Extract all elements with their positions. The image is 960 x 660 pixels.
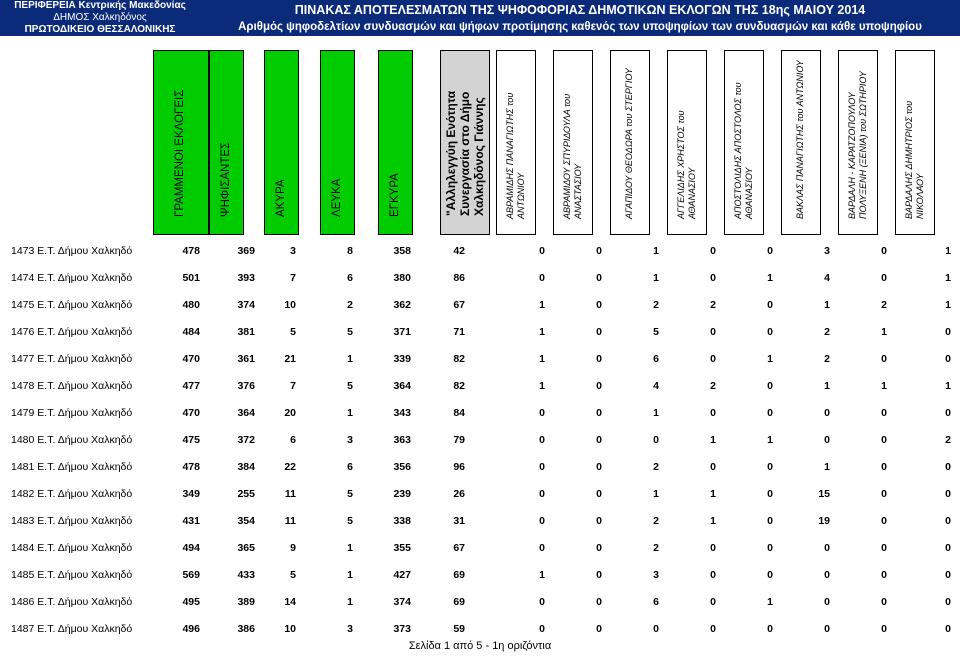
- valid-value: 338: [393, 515, 411, 527]
- candidate-6-value: 15: [818, 488, 830, 500]
- blank-value: 6: [347, 461, 353, 473]
- candidate-3-label-1: ΑΓΑΠΙΔΟΥ ΘΕΟΔΩΡΑ του ΣΤΕΡΓΙΟΥ: [624, 68, 634, 219]
- voted-value: 255: [237, 488, 255, 500]
- registered-value: 480: [182, 299, 200, 311]
- party-value: 82: [453, 353, 465, 365]
- station-name: 1476 Ε.Τ. Δήμου Χαλκηδό: [11, 326, 133, 338]
- candidate-2-value: 0: [596, 245, 602, 257]
- candidate-7-value: 0: [881, 245, 887, 257]
- valid-value: 358: [393, 245, 411, 257]
- blank-value: 1: [347, 353, 353, 365]
- col-candidate-7: [838, 50, 878, 235]
- blank-value: 3: [347, 623, 353, 635]
- candidate-6-value: 0: [824, 596, 830, 608]
- candidate-8-value: 2: [945, 434, 951, 446]
- candidate-2-value: 0: [596, 326, 602, 338]
- col-blank-label: ΛΕΥΚΑ: [330, 178, 343, 217]
- valid-value: 374: [393, 596, 411, 608]
- col-candidate-8: [895, 50, 935, 235]
- candidate-5-value: 0: [767, 245, 773, 257]
- table-row: [0, 319, 960, 346]
- blank-value: 5: [347, 380, 353, 392]
- voted-value: 372: [237, 434, 255, 446]
- registered-value: 477: [182, 380, 200, 392]
- candidate-8-value: 0: [945, 461, 951, 473]
- court-label: ΠΡΩΤΟΔΙΚΕΙΟ ΘΕΣΣΑΛΟΝΙΚΗΣ: [24, 24, 176, 35]
- valid-value: 363: [393, 434, 411, 446]
- valid-value: 427: [393, 569, 411, 581]
- candidate-4-value: 2: [710, 380, 716, 392]
- candidate-2-value: 0: [596, 461, 602, 473]
- candidate-2-value: 0: [596, 623, 602, 635]
- candidate-6-value: 0: [824, 623, 830, 635]
- candidate-7-value: 0: [881, 515, 887, 527]
- candidate-4-value: 0: [710, 353, 716, 365]
- invalid-value: 10: [284, 299, 296, 311]
- candidate-5-value: 0: [767, 461, 773, 473]
- candidate-3-value: 5: [653, 326, 659, 338]
- candidate-7-value: 1: [881, 380, 887, 392]
- candidate-1-value: 0: [539, 488, 545, 500]
- candidate-3-value: 0: [653, 434, 659, 446]
- candidate-3-value: 1: [653, 245, 659, 257]
- col-registered-label: ΓΡΑΜΜΕΝΟΙ ΕΚΛΟΓΕΙΣ: [174, 89, 186, 217]
- candidate-7-value: 0: [881, 434, 887, 446]
- party-value: 86: [453, 272, 465, 284]
- candidate-2-value: 0: [596, 488, 602, 500]
- candidate-7-value: 0: [881, 488, 887, 500]
- candidate-1-value: 0: [539, 542, 545, 554]
- invalid-value: 5: [290, 326, 296, 338]
- candidate-1-value: 1: [539, 569, 545, 581]
- invalid-value: 7: [290, 380, 296, 392]
- invalid-value: 20: [284, 407, 296, 419]
- col-party-label-3: Χαλκηδόνος Γιάννης: [472, 97, 486, 216]
- candidate-3-value: 4: [653, 380, 659, 392]
- table-row: [0, 616, 960, 643]
- table-row: [0, 373, 960, 400]
- candidate-2-value: 0: [596, 272, 602, 284]
- candidate-4-value: 0: [710, 569, 716, 581]
- station-name: 1477 Ε.Τ. Δήμου Χαλκηδό: [11, 353, 133, 365]
- invalid-value: 5: [290, 569, 296, 581]
- col-candidate-4: [667, 50, 707, 235]
- candidate-1-value: 0: [539, 245, 545, 257]
- candidate-3-value: 1: [653, 272, 659, 284]
- registered-value: 478: [182, 245, 200, 257]
- table-row: [0, 265, 960, 292]
- party-value: 31: [453, 515, 465, 527]
- candidate-7-value: 0: [881, 623, 887, 635]
- candidate-8-label-2: ΝΙΚΟΛΑΟΥ: [915, 173, 925, 219]
- valid-value: 380: [393, 272, 411, 284]
- candidate-4-value: 1: [710, 488, 716, 500]
- voted-value: 393: [237, 272, 255, 284]
- candidate-5-value: 1: [767, 434, 773, 446]
- voted-value: 384: [237, 461, 255, 473]
- candidate-1-value: 0: [539, 623, 545, 635]
- party-value: 42: [453, 245, 465, 257]
- station-name: 1482 Ε.Τ. Δήμου Χαλκηδό: [11, 488, 133, 500]
- candidate-3-value: 0: [653, 623, 659, 635]
- table-row: [0, 346, 960, 373]
- candidate-8-value: 1: [945, 380, 951, 392]
- candidate-5-value: 0: [767, 488, 773, 500]
- station-name: 1483 Ε.Τ. Δήμου Χαλκηδό: [11, 515, 133, 527]
- registered-value: 484: [182, 326, 200, 338]
- col-candidate-5: [724, 50, 764, 235]
- blank-value: 5: [347, 515, 353, 527]
- registered-value: 501: [182, 272, 200, 284]
- col-registered: [153, 50, 209, 235]
- party-value: 67: [453, 299, 465, 311]
- registered-value: 349: [182, 488, 200, 500]
- col-party-label-1: "Αλληλεγγύη Ενότητα: [444, 90, 458, 216]
- voted-value: 433: [237, 569, 255, 581]
- candidate-4-value: 0: [710, 245, 716, 257]
- valid-value: 362: [393, 299, 411, 311]
- col-candidate-3: [610, 50, 650, 235]
- candidate-5-value: 1: [767, 353, 773, 365]
- candidate-6-value: 1: [824, 299, 830, 311]
- candidate-1-value: 1: [539, 299, 545, 311]
- candidate-4-value: 0: [710, 461, 716, 473]
- candidate-6-value: 0: [824, 434, 830, 446]
- col-invalid-label: ΑΚΥΡΑ: [274, 179, 287, 217]
- voted-value: 361: [237, 353, 255, 365]
- candidate-5-value: 0: [767, 299, 773, 311]
- table-row: [0, 454, 960, 481]
- station-name: 1485 Ε.Τ. Δήμου Χαλκηδό: [11, 569, 133, 581]
- candidate-1-label-2: ΑΝΤΩΝΙΟΥ: [516, 172, 526, 219]
- page-title: ΠΙΝΑΚΑΣ ΑΠΟΤΕΛΕΣΜΑΤΩΝ ΤΗΣ ΨΗΦΟΦΟΡΙΑΣ ΔΗΜΟΤΙΚΩΝ ΕΚΛΟΓΩΝ ΤΗΣ 18ης ΜΑΙΟΥ 2014: [294, 3, 866, 17]
- col-party-label-2: Συνεργασία στο Δήμο: [458, 91, 472, 216]
- header-banner: [0, 0, 960, 36]
- candidate-2-value: 0: [596, 407, 602, 419]
- registered-value: 495: [182, 596, 200, 608]
- candidate-6-value: 0: [824, 407, 830, 419]
- candidate-5-value: 0: [767, 407, 773, 419]
- candidate-5-label-2: ΑΘΑΝΑΣΙΟΥ: [744, 167, 754, 219]
- col-valid: [378, 50, 413, 235]
- region-label: ΠΕΡΙΦΕΡΕΙΑ Κεντρικής Μακεδονίας: [14, 0, 186, 11]
- candidate-2-value: 0: [596, 542, 602, 554]
- candidate-4-value: 2: [710, 299, 716, 311]
- col-valid-label: ΕΓΚΥΡΑ: [388, 173, 401, 217]
- candidate-6-value: 4: [824, 272, 830, 284]
- table-row: [0, 535, 960, 562]
- candidate-4-label-1: ΑΓΓΕΛΙΔΗΣ ΧΡΗΣΤΟΣ του: [676, 110, 686, 219]
- party-value: 84: [453, 407, 465, 419]
- table-row: [0, 238, 960, 265]
- invalid-value: 22: [284, 461, 296, 473]
- candidate-2-value: 0: [596, 569, 602, 581]
- station-name: 1480 Ε.Τ. Δήμου Χαλκηδό: [11, 434, 133, 446]
- candidate-1-value: 0: [539, 596, 545, 608]
- candidate-2-value: 0: [596, 353, 602, 365]
- candidate-2-value: 0: [596, 380, 602, 392]
- valid-value: 339: [393, 353, 411, 365]
- candidate-7-value: 0: [881, 596, 887, 608]
- candidate-1-value: 1: [539, 353, 545, 365]
- valid-value: 373: [393, 623, 411, 635]
- registered-value: 478: [182, 461, 200, 473]
- table-row: [0, 589, 960, 616]
- candidate-6-value: 2: [824, 353, 830, 365]
- candidate-3-value: 3: [653, 569, 659, 581]
- candidate-8-value: 0: [945, 488, 951, 500]
- station-name: 1481 Ε.Τ. Δήμου Χαλκηδό: [11, 461, 133, 473]
- candidate-8-label-1: ΒΑΡΔΑΛΗΣ ΔΗΜΗΤΡΙΟΣ του: [904, 100, 914, 219]
- candidate-3-value: 1: [653, 407, 659, 419]
- candidate-3-value: 2: [653, 461, 659, 473]
- voted-value: 365: [237, 542, 255, 554]
- candidate-8-value: 1: [945, 299, 951, 311]
- blank-value: 5: [347, 326, 353, 338]
- candidate-8-value: 0: [945, 623, 951, 635]
- candidate-1-value: 0: [539, 461, 545, 473]
- candidate-1-label-1: ΑΒΡΑΜΙΔΗΣ ΠΑΝΑΓΙΩΤΗΣ του: [505, 92, 515, 219]
- party-value: 79: [453, 434, 465, 446]
- candidate-7-value: 0: [881, 569, 887, 581]
- candidate-6-label-1: ΒΑΚΛΑΣ ΠΑΝΑΓΙΩΤΗΣ του ΑΝΤΩΝΙΟΥ: [795, 60, 805, 219]
- candidate-6-value: 19: [818, 515, 830, 527]
- candidate-5-value: 1: [767, 272, 773, 284]
- valid-value: 364: [393, 380, 411, 392]
- candidate-7-value: 0: [881, 461, 887, 473]
- candidate-7-value: 2: [881, 299, 887, 311]
- candidate-7-value: 0: [881, 272, 887, 284]
- candidate-4-value: 0: [710, 623, 716, 635]
- candidate-4-value: 1: [710, 434, 716, 446]
- invalid-value: 9: [290, 542, 296, 554]
- blank-value: 5: [347, 488, 353, 500]
- page-subtitle: Αριθμός ψηφοδελτίων συνδυασμών και ψήφων προτίμησης καθενός των υποψηφίων των συνδυασμών και κάθε υποψηφίου: [238, 21, 922, 33]
- col-voted-label: ΨΗΦΙΣΑΝΤΕΣ: [219, 141, 232, 217]
- candidate-5-value: 0: [767, 326, 773, 338]
- blank-value: 1: [347, 596, 353, 608]
- candidate-3-value: 2: [653, 299, 659, 311]
- header-left: [0, 0, 200, 36]
- candidate-5-value: 0: [767, 380, 773, 392]
- candidate-1-value: 1: [539, 380, 545, 392]
- candidate-7-value: 0: [881, 542, 887, 554]
- registered-value: 475: [182, 434, 200, 446]
- party-value: 69: [453, 569, 465, 581]
- candidate-8-value: 0: [945, 353, 951, 365]
- station-name: 1479 Ε.Τ. Δήμου Χαλκηδό: [11, 407, 133, 419]
- candidate-2-value: 0: [596, 434, 602, 446]
- table-row: [0, 427, 960, 454]
- candidate-1-value: 1: [539, 326, 545, 338]
- registered-value: 470: [182, 353, 200, 365]
- candidate-8-value: 0: [945, 596, 951, 608]
- candidate-8-value: 0: [945, 407, 951, 419]
- candidate-8-value: 0: [945, 542, 951, 554]
- candidate-2-label-1: ΑΒΡΑΜΙΔΟΥ ΣΠΥΡΙΔΟΥΛΑ του: [562, 93, 572, 219]
- candidate-4-value: 0: [710, 596, 716, 608]
- station-name: 1484 Ε.Τ. Δήμου Χαλκηδό: [11, 542, 133, 554]
- candidate-2-value: 0: [596, 299, 602, 311]
- blank-value: 1: [347, 407, 353, 419]
- blank-value: 2: [347, 299, 353, 311]
- blank-value: 1: [347, 569, 353, 581]
- candidate-3-value: 1: [653, 488, 659, 500]
- candidate-3-value: 2: [653, 515, 659, 527]
- candidate-4-value: 0: [710, 326, 716, 338]
- candidate-8-value: 1: [945, 245, 951, 257]
- candidate-8-value: 0: [945, 515, 951, 527]
- party-value: 67: [453, 542, 465, 554]
- station-name: 1475 Ε.Τ. Δήμου Χαλκηδό: [11, 299, 133, 311]
- party-value: 26: [453, 488, 465, 500]
- candidate-6-value: 1: [824, 380, 830, 392]
- blank-value: 6: [347, 272, 353, 284]
- blank-value: 8: [347, 245, 353, 257]
- party-value: 59: [453, 623, 465, 635]
- valid-value: 239: [393, 488, 411, 500]
- blank-value: 1: [347, 542, 353, 554]
- registered-value: 431: [182, 515, 200, 527]
- voted-value: 376: [237, 380, 255, 392]
- col-invalid: [264, 50, 299, 235]
- valid-value: 356: [393, 461, 411, 473]
- candidate-4-label-2: ΑΘΑΝΑΣΙΟΥ: [687, 167, 697, 219]
- col-party: [440, 50, 490, 235]
- candidate-7-value: 0: [881, 353, 887, 365]
- table-row: [0, 292, 960, 319]
- candidate-5-label-1: ΑΠΟΣΤΟΛΙΔΗΣ ΑΠΟΣΤΟΛΟΣ του: [733, 82, 743, 219]
- candidate-3-value: 2: [653, 542, 659, 554]
- invalid-value: 3: [290, 245, 296, 257]
- party-value: 82: [453, 380, 465, 392]
- invalid-value: 14: [284, 596, 296, 608]
- candidate-2-value: 0: [596, 596, 602, 608]
- header-main: [200, 0, 960, 34]
- station-name: 1487 Ε.Τ. Δήμου Χαλκηδό: [11, 623, 133, 635]
- voted-value: 381: [237, 326, 255, 338]
- station-name: 1473 Ε.Τ. Δήμου Χαλκηδό: [11, 245, 133, 257]
- valid-value: 371: [393, 326, 411, 338]
- col-voted: [209, 50, 244, 235]
- col-candidate-6: [781, 50, 821, 235]
- candidate-1-value: 0: [539, 407, 545, 419]
- candidate-4-value: 0: [710, 542, 716, 554]
- invalid-value: 11: [284, 515, 296, 527]
- candidate-6-value: 1: [824, 461, 830, 473]
- station-name: 1486 Ε.Τ. Δήμου Χαλκηδό: [11, 596, 133, 608]
- valid-value: 355: [393, 542, 411, 554]
- voted-value: 374: [237, 299, 255, 311]
- candidate-8-value: 0: [945, 326, 951, 338]
- voted-value: 389: [237, 596, 255, 608]
- registered-value: 494: [182, 542, 200, 554]
- municipality-label: ΔΗΜΟΣ Χαλκηδόνος: [53, 12, 147, 23]
- candidate-7-label-1: ΒΑΡΔΑΛΗ - ΚΑΡΑΤΖΟΠΟΥΛΟΥ: [847, 92, 857, 219]
- candidate-8-value: 1: [945, 272, 951, 284]
- table-row: [0, 562, 960, 589]
- candidate-3-value: 6: [653, 596, 659, 608]
- candidate-2-label-2: ΑΝΑΣΤΑΣΙΟΥ: [573, 163, 583, 219]
- invalid-value: 10: [284, 623, 296, 635]
- candidate-5-value: 0: [767, 515, 773, 527]
- party-value: 69: [453, 596, 465, 608]
- station-name: 1478 Ε.Τ. Δήμου Χαλκηδό: [11, 380, 133, 392]
- invalid-value: 21: [284, 353, 296, 365]
- candidate-6-value: 2: [824, 326, 830, 338]
- candidate-4-value: 0: [710, 407, 716, 419]
- table-row: [0, 508, 960, 535]
- party-value: 96: [453, 461, 465, 473]
- col-candidate-2: [553, 50, 593, 235]
- valid-value: 343: [393, 407, 411, 419]
- candidate-1-value: 0: [539, 434, 545, 446]
- voted-value: 369: [237, 245, 255, 257]
- candidate-5-value: 0: [767, 623, 773, 635]
- registered-value: 569: [182, 569, 200, 581]
- page-footer: Σελίδα 1 από 5 - 1η οριζόντια: [408, 640, 552, 652]
- registered-value: 496: [182, 623, 200, 635]
- invalid-value: 11: [284, 488, 296, 500]
- candidate-6-value: 3: [824, 245, 830, 257]
- candidate-7-value: 1: [881, 326, 887, 338]
- table-row: [0, 400, 960, 427]
- invalid-value: 7: [290, 272, 296, 284]
- candidate-8-value: 0: [945, 569, 951, 581]
- voted-value: 354: [237, 515, 255, 527]
- candidate-6-value: 0: [824, 542, 830, 554]
- invalid-value: 6: [290, 434, 296, 446]
- col-blank: [320, 50, 355, 235]
- party-value: 71: [453, 326, 465, 338]
- candidate-7-value: 0: [881, 407, 887, 419]
- candidate-7-label-2: ΠΟΛΥΞΕΝΗ (ΞΕΝΙΑ) του ΣΩΤΗΡΙΟΥ: [858, 71, 868, 219]
- candidate-4-value: 0: [710, 272, 716, 284]
- candidate-4-value: 1: [710, 515, 716, 527]
- blank-value: 3: [347, 434, 353, 446]
- candidate-3-value: 6: [653, 353, 659, 365]
- voted-value: 364: [237, 407, 255, 419]
- station-name: 1474 Ε.Τ. Δήμου Χαλκηδό: [11, 272, 133, 284]
- candidate-5-value: 1: [767, 596, 773, 608]
- candidate-1-value: 0: [539, 272, 545, 284]
- candidate-5-value: 0: [767, 542, 773, 554]
- col-candidate-1: [496, 50, 536, 235]
- candidate-2-value: 0: [596, 515, 602, 527]
- candidate-6-value: 0: [824, 569, 830, 581]
- registered-value: 470: [182, 407, 200, 419]
- voted-value: 386: [237, 623, 255, 635]
- candidate-1-value: 0: [539, 515, 545, 527]
- candidate-5-value: 0: [767, 569, 773, 581]
- table-row: [0, 481, 960, 508]
